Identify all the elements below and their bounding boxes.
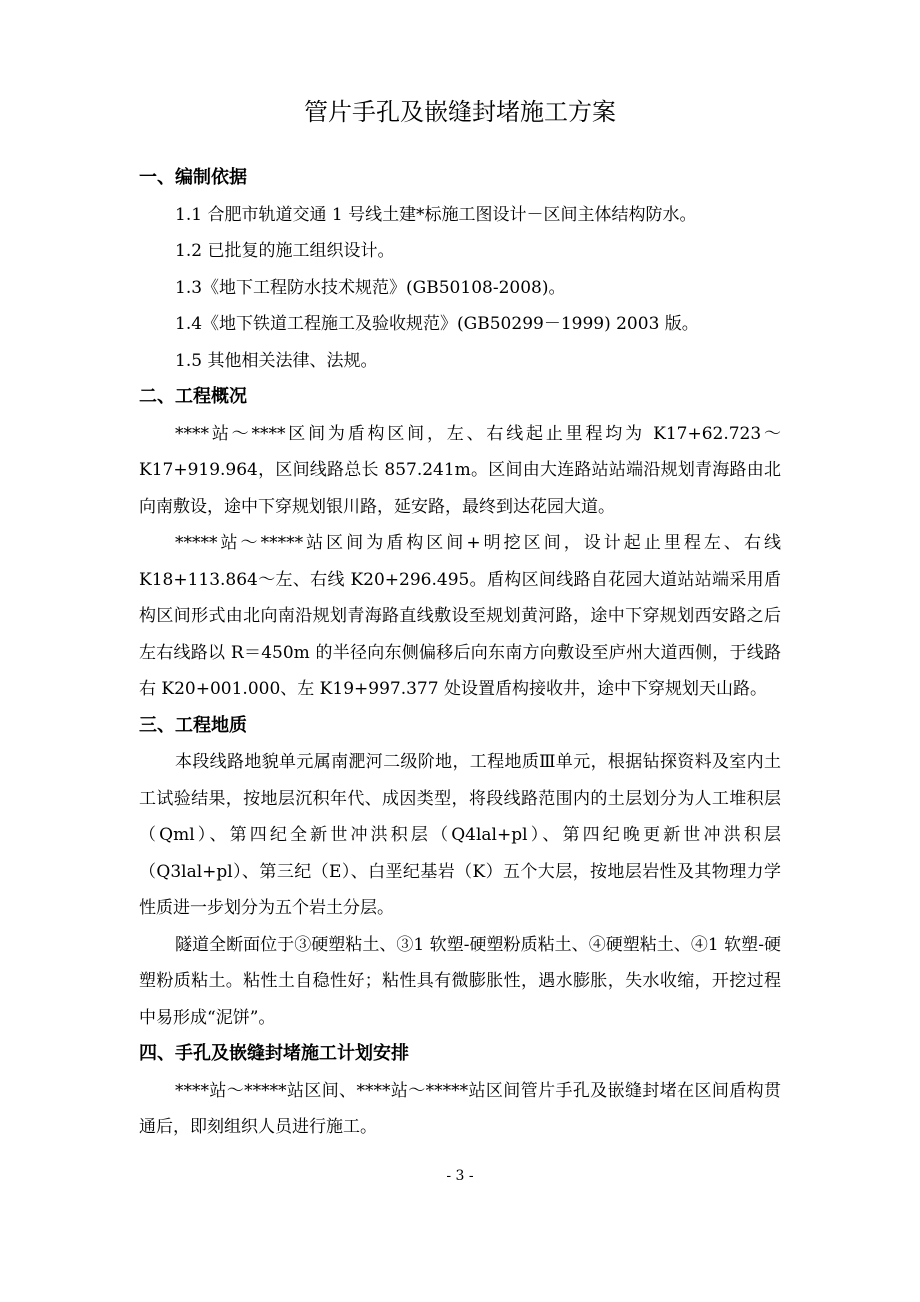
section-geology — [139, 708, 781, 1037]
overview-paragraph: *****站～*****站区间为盾构区间+明挖区间，设计起止里程左、右线 K18+113.864～左、右线 K20+296.495。盾构区间线路自花园大道站站端采用盾构区间形式由北向南沿规划青海路直线敷设至规划黄河路，途中下穿规划西安路之后左右线路以 R＝450m 的半径向东侧偏移后向东南方向敷设至庐州大道西侧，于线路右 K20+001.000、左 K19+997.377 处设置盾构接收井，途中下穿规划天山路。 — [139, 533, 781, 699]
document-title: 管片手孔及嵌缝封堵施工方案 — [304, 98, 616, 126]
basis-item: 1.1 合肥市轨道交通 1 号线土建*标施工图设计－区间主体结构防水。 — [175, 204, 697, 225]
page-number: - 3 - — [446, 1168, 474, 1184]
basis-item: 1.5 其他相关法律、法规。 — [175, 350, 378, 371]
section-heading: 四、手孔及嵌缝封堵施工计划安排 — [139, 1043, 409, 1064]
basis-item: 1.3《地下工程防水技术规范》(GB50108-2008)。 — [175, 277, 566, 298]
section-schedule — [139, 1036, 781, 1146]
document-body — [139, 160, 781, 1146]
section-heading: 三、工程地质 — [139, 714, 247, 736]
section-overview — [139, 379, 781, 708]
section-heading: 二、工程概况 — [139, 386, 247, 407]
basis-item: 1.4《地下铁道工程施工及验收规范》(GB50299－1999) 2003 版。 — [175, 314, 699, 334]
section-heading: 一、编制依据 — [139, 167, 247, 188]
geology-paragraph: 本段线路地貌单元属南淝河二级阶地，工程地质Ⅲ单元，根据钻探资料及室内土工试验结果，按地层沉积年代、成因类型，将段线路范围内的土层划分为人工堆积层（Qml）、第四纪全新世冲洪积层（Q4lal+pl）、第四纪晚更新世冲洪积层（Q3lal+pl）、第三纪（E）、白垩纪基岩（K）五个大层，按地层岩性及其物理力学性质进一步划分为五个岩土分层。 — [139, 752, 781, 918]
overview-paragraph: ****站～****区间为盾构区间，左、右线起止里程均为 K17+62.723～K17+919.964，区间线路总长 857.241m。区间由大连路站站端沿规划青海路由北向南敷设，途中下穿规划银川路，延安路，最终到达花园大道。 — [139, 423, 781, 517]
schedule-paragraph: ****站～*****站区间、****站～*****站区间管片手孔及嵌缝封堵在区间盾构贯通后，即刻组织人员进行施工。 — [139, 1080, 781, 1137]
geology-paragraph: 隧道全断面位于③硬塑粘土、③1 软塑-硬塑粉质粘土、④硬塑粘土、④1 软塑-硬塑粉质粘土。粘性土自稳性好；粘性具有微膨胀性，遇水膨胀，失水收缩，开挖过程中易形成“泥饼”。 — [139, 934, 781, 1028]
section-basis — [139, 160, 781, 379]
basis-item: 1.2 已批复的施工组织设计。 — [175, 241, 395, 261]
